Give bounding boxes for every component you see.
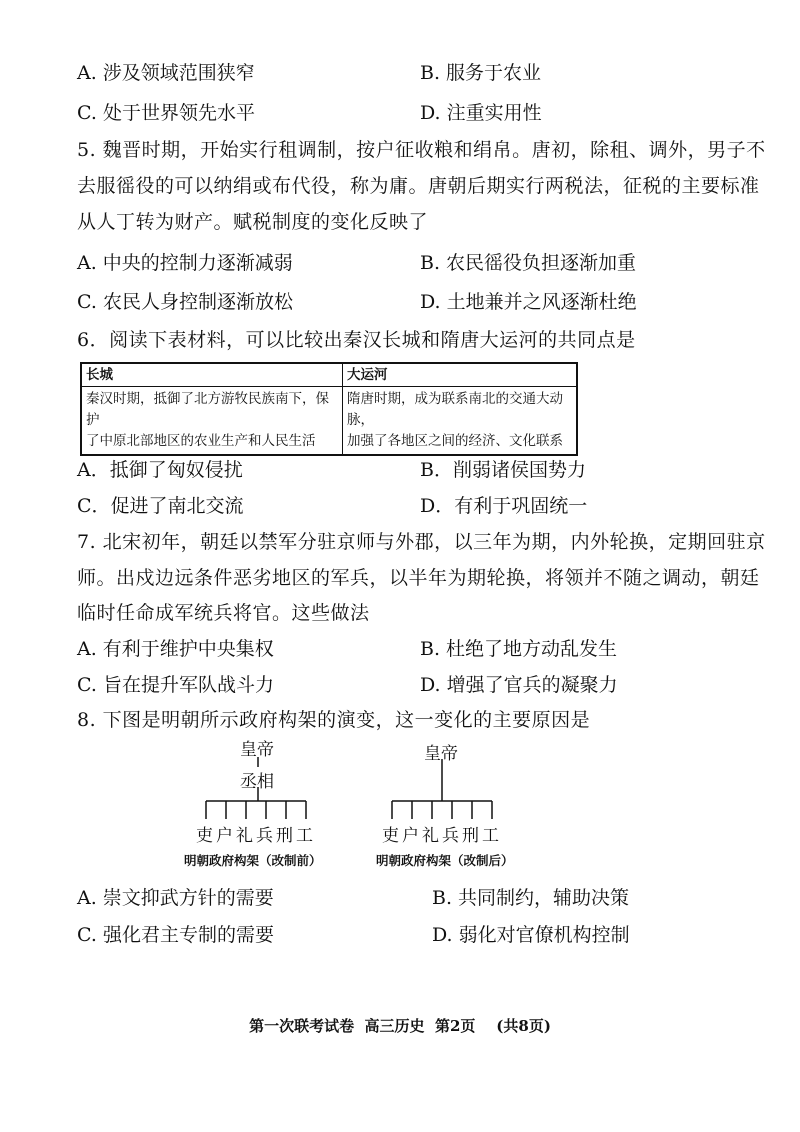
q5-option-d: D. 土地兼并之风逐渐杜绝 (420, 291, 637, 313)
diagram-after-caption: 明朝政府构架（改制后） (376, 853, 514, 868)
q6-stem: 6．阅读下表材料，可以比较出秦汉长城和隋唐大运河的共同点是 (77, 329, 636, 351)
diagram-after-emperor: 皇帝 (424, 744, 458, 764)
q6-option-c: C．促进了南北交流 (77, 495, 244, 517)
q7-option-d: D. 增强了官兵的凝聚力 (420, 674, 618, 696)
q7-option-a: A. 有利于维护中央集权 (77, 638, 274, 660)
q7-stem-line2: 师。出戍边远条件恶劣地区的军兵，以半年为期轮换，将领并不随之调动，朝廷 (77, 567, 760, 589)
q4-option-b: B. 服务于农业 (420, 62, 542, 84)
q7-stem-line3: 临时任命成军统兵将官。这些做法 (77, 602, 370, 624)
q5-option-a: A. 中央的控制力逐渐减弱 (77, 252, 293, 274)
table-cell-great-wall (81, 387, 343, 456)
diagram-before-ministries: 吏户礼兵刑工 (196, 826, 316, 846)
q8-option-a: A. 崇文抑武方针的需要 (77, 887, 274, 909)
q6-option-b: B．削弱诸侯国势力 (420, 459, 586, 481)
diagram-before-emperor: 皇帝 (240, 740, 274, 760)
table-cell-great-wall-line2: 了中原北部地区的农业生产和人民生活 (86, 433, 316, 449)
q8-stem: 8. 下图是明朝所示政府构架的演变，这一变化的主要原因是 (77, 709, 591, 731)
q5-stem-line3: 从人丁转为财产。赋税制度的变化反映了 (77, 211, 429, 233)
q8-option-b: B. 共同制约，辅助决策 (432, 887, 630, 909)
q5-option-c: C. 农民人身控制逐渐放松 (77, 291, 293, 313)
diagram-before-chancellor: 丞相 (240, 772, 274, 792)
q6-table (80, 362, 578, 456)
table-header-grand-canal: 大运河 (343, 363, 578, 387)
q8-option-c: C. 强化君主专制的需要 (77, 924, 274, 946)
table-cell-great-wall-line1: 秦汉时期，抵御了北方游牧民族南下，保护 (86, 391, 329, 428)
table-header-great-wall: 长城 (81, 363, 343, 387)
q8-option-d: D. 弱化对官僚机构控制 (432, 924, 630, 946)
q5-option-b: B. 农民徭役负担逐渐加重 (420, 252, 637, 274)
q7-option-c: C. 旨在提升军队战斗力 (77, 674, 274, 696)
diagram-before-caption: 明朝政府构架（改制前） (184, 853, 322, 868)
page-footer: 第一次联考试卷 高三历史 第2页 (共8页) (249, 1017, 551, 1035)
q5-stem-line2: 去服徭役的可以纳绢或布代役，称为庸。唐朝后期实行两税法，征税的主要标准 (77, 175, 760, 197)
q4-option-c: C. 处于世界领先水平 (77, 102, 255, 124)
table-cell-grand-canal-line2: 加强了各地区之间的经济、文化联系 (347, 433, 563, 449)
q7-stem-line1: 7. 北宋初年，朝廷以禁军分驻京师与外郡，以三年为期，内外轮换，定期回驻京 (77, 531, 766, 553)
q6-option-d: D．有利于巩固统一 (420, 495, 588, 517)
table-cell-grand-canal (343, 387, 578, 456)
diagram-after-ministries: 吏户礼兵刑工 (382, 826, 502, 846)
q4-option-a: A. 涉及领域范围狭窄 (77, 62, 255, 84)
q4-option-d: D. 注重实用性 (420, 102, 542, 124)
q8-government-diagram (180, 733, 540, 873)
q7-option-b: B. 杜绝了地方动乱发生 (420, 638, 618, 660)
table-cell-grand-canal-line1: 隋唐时期，成为联系南北的交通大动脉， (347, 391, 563, 428)
q6-option-a: A．抵御了匈奴侵扰 (77, 459, 243, 481)
q5-stem-line1: 5. 魏晋时期，开始实行租调制，按户征收粮和绢帛。唐初，除租、调外，男子不 (77, 139, 766, 161)
